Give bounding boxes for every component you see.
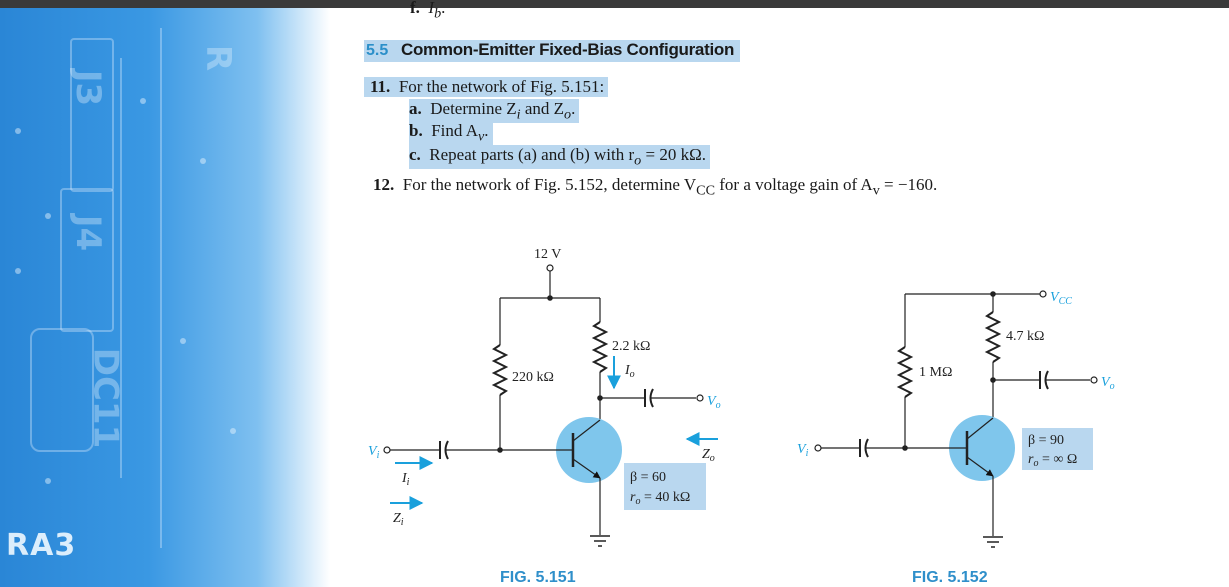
problem-11b: b. Find $A_v$. xyxy=(409,121,493,145)
vcc-label: $V_{CC}$ xyxy=(1050,290,1072,307)
base-resistor-label-2: 1 MΩ xyxy=(919,365,953,380)
vi-label-2: $V_i$ xyxy=(797,442,809,459)
vi-label: $V_i$ xyxy=(368,444,380,461)
supply-terminal xyxy=(547,265,553,271)
figure-5-152-caption: FIG. 5.152 xyxy=(912,569,988,586)
board-label-ra3: RA3 xyxy=(6,528,77,563)
figure-5-151-caption: FIG. 5.151 xyxy=(500,569,576,586)
board-label-r: R xyxy=(198,44,239,72)
figure-5-151 xyxy=(368,247,721,546)
vo-label: $V_o$ xyxy=(707,394,721,411)
section-title: Common-Emitter Fixed-Bias Configuration xyxy=(401,40,735,59)
ro-label-2: $r_o$ = ∞ Ω xyxy=(1028,452,1078,469)
problem-11a: a. Determine $Z_i$ and $Z_o$. xyxy=(409,99,579,123)
collector-resistor-2 xyxy=(987,312,999,362)
vo-terminal xyxy=(697,395,703,401)
collector-resistor-label-2: 4.7 kΩ xyxy=(1006,329,1045,344)
previous-item-f: f. $I_b$. xyxy=(410,0,446,22)
supply-label: 12 V xyxy=(534,247,562,262)
collector-resistor xyxy=(594,322,606,372)
beta-label-2: β = 90 xyxy=(1028,433,1065,448)
board-label-j3: J3 xyxy=(68,69,109,107)
base-resistor-2 xyxy=(899,347,911,397)
ground-symbol-2 xyxy=(983,537,1003,547)
ii-label: $I_i$ xyxy=(402,471,410,488)
vo-terminal-2 xyxy=(1091,377,1097,383)
vi-terminal xyxy=(384,447,390,453)
board-label-dc11: DC11 xyxy=(85,347,126,449)
zi-label: $Z_i$ xyxy=(393,511,404,528)
beta-label-1: β = 60 xyxy=(630,470,667,485)
vcc-terminal xyxy=(1040,291,1046,297)
problem-12: 12. For the network of Fig. 5.152, determine $V_{CC}$ for a voltage gain of $A_v = -160$. xyxy=(373,175,938,199)
zo-label: $Z_o$ xyxy=(702,447,715,464)
ro-label-1: $r_o = 40$ kΩ xyxy=(630,490,691,507)
vi-terminal-2 xyxy=(815,445,821,451)
collector-resistor-label: 2.2 kΩ xyxy=(612,339,651,354)
ground-symbol-1 xyxy=(590,536,610,546)
base-resistor xyxy=(494,345,506,395)
io-label: $I_o$ xyxy=(625,363,635,380)
board-label-j4: J4 xyxy=(68,214,109,252)
problem-11: 11. For the network of Fig. 5.151: xyxy=(364,77,608,97)
vo-label-2: $V_o$ xyxy=(1101,375,1115,392)
figure-5-152 xyxy=(797,290,1115,547)
problem-11c: c. Repeat parts (a) and (b) with $r_o = 20$ kΩ. xyxy=(409,145,710,169)
section-number: 5.5 xyxy=(366,42,389,59)
base-resistor-label: 220 kΩ xyxy=(512,370,554,385)
